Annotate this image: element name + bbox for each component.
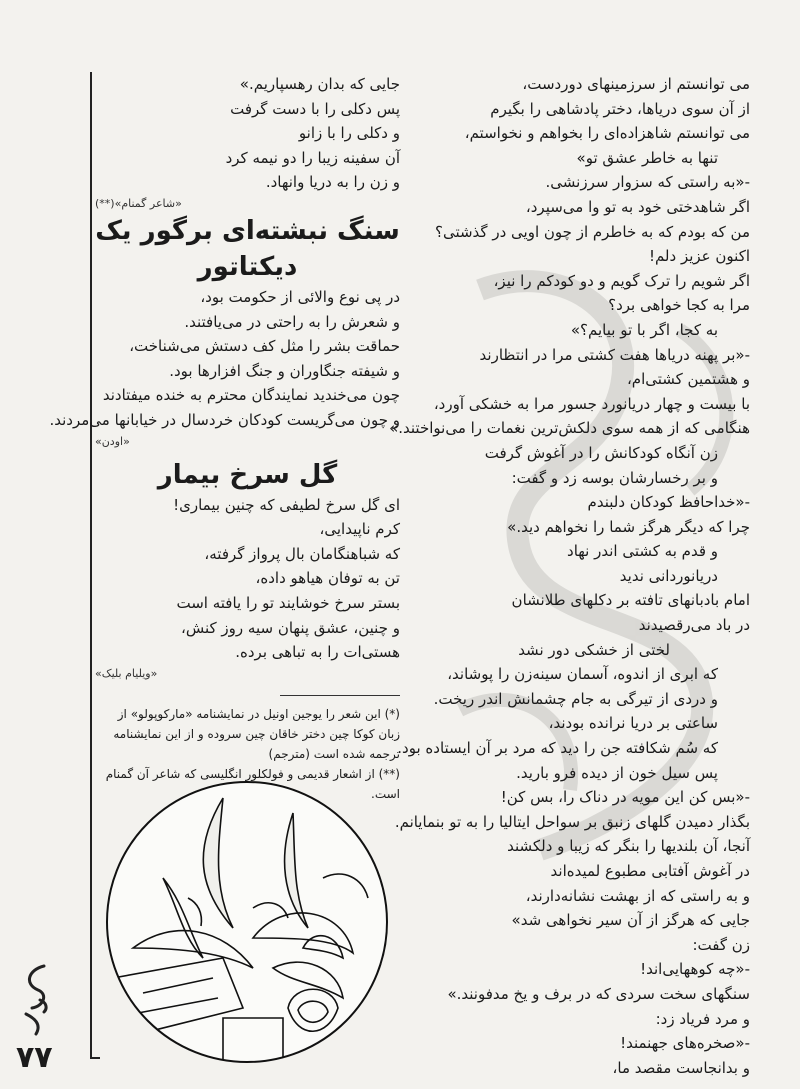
poem-line: که سُم شکافته جن را دید که مرد بر آن ایستاده بود. (397, 739, 718, 758)
poem-line: تنها به خاطر عشق تو» (576, 148, 718, 167)
page-number: ۷۷ (16, 1040, 53, 1075)
poem-line: چرا که دیگر هرگز شما را نخواهم دید.» (507, 517, 750, 536)
poem-line: اکنون عزیز دلم! (648, 247, 750, 266)
poem-line: چون می‌خندید نمایندگان محترم به خنده میفتادند (102, 386, 400, 405)
footnote: (**) از اشعار قدیمی و فولکلور انگلیسی که شاعر آن گمنام است. (105, 766, 400, 801)
poem2-title: سنگ نبشته‌ای برگور یک دیکتاتور (95, 215, 400, 282)
poem-line: و چنین، عشق پنهان سیه روز کنش، (181, 618, 400, 637)
poem2-body (49, 285, 400, 433)
poem-line: جایی که بدان رهسپاریم.» (239, 75, 400, 93)
poem-line: و بدانجاست مقصد ما، (612, 1058, 750, 1077)
poem-line: پس سیل خون از دیده فرو بارید. (516, 763, 718, 782)
column-rule-foot (90, 1057, 100, 1059)
circular-illustration (103, 778, 391, 1066)
poem-line: -«صخره‌های جهنمند! (620, 1034, 750, 1053)
poem-line: آنجا، آن بلندیها را بنگر که زیبا و دلکشند (507, 837, 750, 856)
poem-line: و قدم به کشتی اندر نهاد (567, 542, 718, 561)
poem-line: که شباهنگامان بال پرواز گرفته، (204, 544, 400, 563)
poem-line: سنگهای سخت سردی که در برف و یخ مدفونند.» (447, 984, 750, 1003)
poem-line: ساعتی بر دریا نرانده بودند، (548, 714, 718, 733)
poem-line: و چون می‌گریست کودکان خردسال در خیابانها می‌مردند. (49, 410, 400, 429)
poem-line: می توانستم از سرزمینهای دوردست، (522, 75, 750, 93)
poem1-attribution: «شاعر گمنام»(**) (95, 196, 182, 210)
poem-line: پس دکلی را با دست گرفت (230, 99, 400, 118)
poem-line: زن گفت: (692, 935, 750, 954)
poem-line: به کجا، اگر با تو بیایم؟» (570, 320, 718, 339)
poem-line: در آغوش آفتابی مطبوع لمیده‌اند (550, 862, 750, 880)
poem-line: اگر شویم را ترک گویم و دو کودکم را نیز، (493, 271, 750, 290)
poem-line: آن سفینه زیبا را دو نیمه کرد (225, 148, 400, 167)
poem-line: و به راستی که از بهشت نشانه‌دارند، (525, 886, 750, 905)
poem-line: هستی‌ات را به تباهی برده. (235, 643, 400, 662)
poem3-title: گل سرخ بیمار (157, 459, 338, 490)
poem-line: مرا به کجا خواهی برد؟ (608, 296, 750, 315)
poem-line: و زن را به دریا وانهاد. (265, 173, 400, 192)
poem-line: و مرد فریاد زد: (655, 1009, 750, 1028)
poem-line: لختی از خشکی دور نشد (518, 640, 670, 659)
poem-line: -«چه کوههایی‌اند! (640, 960, 750, 979)
poem-line: -«بر پهنه دریاها هفت کشتی مرا در انتظارند (479, 345, 750, 364)
poem-line: از آن سوی دریاها، دختر پادشاهی را بگیرم (490, 99, 750, 118)
poem-line: و شعرش را به راحتی در می‌یافتند. (184, 312, 400, 331)
poem3-attribution: «ویلیام بلیک» (95, 666, 158, 680)
poem-line: اگر شاهدختی خود به تو وا می‌سپرد، (525, 197, 750, 216)
poem-line: و شیفته جنگاوران و جنگ افزارها بود. (169, 361, 400, 380)
poem-line: در باد می‌رقصیدند (638, 616, 750, 635)
poem-line: و دردی از تیرگی به جام چشمانش اندر ریخت. (433, 689, 718, 708)
poem-line: و هشتمین کشتی‌ام، (626, 370, 750, 389)
poem-line: حماقت بشر را مثل کف دستش می‌شناخت، (129, 337, 400, 356)
poem-line: زن آنگاه کودکانش را در آغوش گرفت (484, 443, 718, 462)
poem-line: بگذار دمیدن گلهای زنبق بر سواحل ایتالیا را به تو بنمایانم. (394, 812, 750, 831)
footnote: (*) این شعر را یوجین اونیل در نمایشنامه «مارکوپولو» از زبان کوکا چین دختر خاقان چین سروده و از این نمایشنامه ترجمه شده است (مترجم) (113, 706, 400, 761)
poem-line: جایی که هرگز از آن سیر نخواهی شد» (511, 911, 750, 930)
poem3-body (95, 493, 400, 665)
poem-line: تن به توفان هیاهو داده، (255, 569, 400, 588)
column-rule (90, 72, 92, 1057)
footnote-rule (280, 695, 400, 696)
poem-line: می توانستم شاهزاده‌ای را بخواهم و نخواستم، (464, 124, 750, 143)
magazine-logo (14, 960, 54, 1040)
poem-ending (95, 72, 400, 195)
poem-line: هنگامی که از همه سوی دلکش‌ترین نغمات را می‌نواختند.» (389, 419, 750, 438)
left-column (49, 72, 400, 804)
poem-line: و دکلی را با زانو (298, 124, 400, 143)
poem-line: -«به راستی که سزوار سرزنشی. (545, 173, 750, 192)
poem2-attribution: «اودن» (95, 434, 130, 448)
right-column-poem (389, 72, 750, 1080)
poem-line: ای گل سرخ لطیفی که چنین بیماری! (173, 495, 400, 514)
poem-line: که ابری از اندوه، آسمان سینه‌زن را پوشاند، (447, 665, 718, 684)
poem-line: کرم ناپیدایی، (319, 520, 400, 539)
poem-line: امام بادبانهای تافته بر دکلهای طلانشان (511, 591, 750, 610)
poem-line: -«خداحافظ کودکان دلبندم (587, 493, 750, 512)
poem-line: -«بس کن این مویه در دناک را، بس کن! (500, 788, 750, 807)
poem-line: دریانوردانی ندید (619, 566, 718, 585)
poem-line: بستر سرخ خوشایند تو را یافته است (176, 593, 400, 612)
poem-line: و بر رخسارشان بوسه زد و گفت: (511, 468, 718, 487)
poem-line: من که بودم که به خاطرم از چون اویی در گذشتی؟ (435, 222, 750, 241)
poem-line: با بیست و چهار دریانورد جسور مرا به خشکی آورد، (433, 394, 750, 413)
poem-line: در پی نوع والائی از حکومت بود، (200, 287, 400, 306)
